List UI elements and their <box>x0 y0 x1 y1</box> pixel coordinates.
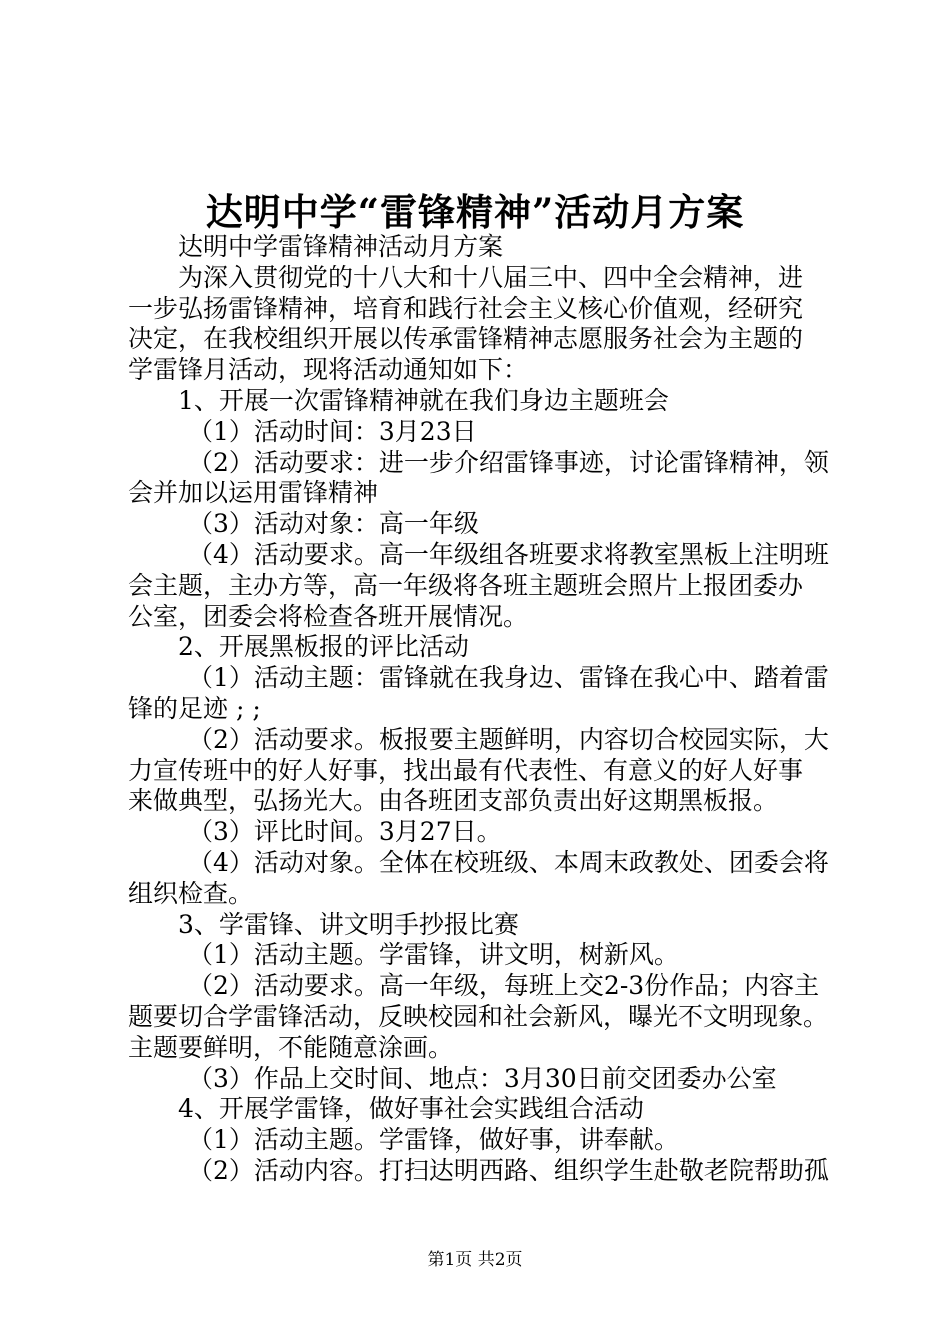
text-line: 来做典型，弘扬光大。由各班团支部负责出好这期黑板报。 <box>128 786 779 816</box>
text-line: （3）评比时间。3月27日。 <box>188 817 502 847</box>
text-line: 4、开展学雷锋，做好事社会实践组合活动 <box>178 1094 644 1124</box>
text-line: 锋的足迹 ; ; <box>128 693 261 723</box>
text-line: 1、开展一次雷锋精神就在我们身边主题班会 <box>178 385 669 415</box>
text-line: 会主题，主办方等，高一年级将各班主题班会照片上报团委办 <box>128 570 804 600</box>
text-line: 会并加以运用雷锋精神 <box>128 478 379 508</box>
text-line: 决定，在我校组织开展以传承雷锋精神志愿服务社会为主题的 <box>128 324 804 354</box>
text-line: 题要切合学雷锋活动，反映校园和社会新风，曝光不文明现象。 <box>128 1001 829 1031</box>
text-line: 学雷锋月活动，现将活动通知如下： <box>128 355 529 385</box>
page-footer: 第1页 共2页 <box>427 1250 523 1270</box>
text-line: 一步弘扬雷锋精神，培育和践行社会主义核心价值观，经研究 <box>128 293 804 323</box>
text-line: （1）活动主题：雷锋就在我身边、雷锋在我心中、踏着雷 <box>188 663 829 693</box>
document-title: 达明中学“雷锋精神”活动月方案 <box>205 190 745 234</box>
text-line: 主题要鲜明，不能随意涂画。 <box>128 1032 454 1062</box>
document-body <box>128 232 848 1187</box>
text-line: 2、开展黑板报的评比活动 <box>178 632 469 662</box>
text-line: （2）活动要求。高一年级，每班上交2-3份作品；内容主 <box>188 971 820 1001</box>
text-line: 力宣传班中的好人好事，找出最有代表性、有意义的好人好事 <box>128 755 804 785</box>
text-line: （4）活动对象。全体在校班级、本周末政教处、团委会将 <box>188 847 829 877</box>
text-line: （3）作品上交时间、地点：3月30日前交团委办公室 <box>188 1063 777 1093</box>
text-line: （1）活动时间：3月23日 <box>188 416 477 446</box>
text-line: （2）活动要求。板报要主题鲜明，内容切合校园实际，大 <box>188 724 829 754</box>
text-line: 组织检查。 <box>128 878 254 908</box>
text-line: 公室，团委会将检查各班开展情况。 <box>128 601 529 631</box>
text-line: （2）活动要求：进一步介绍雷锋事迹，讨论雷锋精神，领 <box>188 447 829 477</box>
text-line: 为深入贯彻党的十八大和十八届三中、四中全会精神，进 <box>178 262 804 292</box>
text-line: （1）活动主题。学雷锋，做好事，讲奉献。 <box>188 1125 679 1155</box>
text-line: （4）活动要求。高一年级组各班要求将教室黑板上注明班 <box>188 539 829 569</box>
text-line: （3）活动对象：高一年级 <box>188 509 479 539</box>
text-line: （1）活动主题。学雷锋，讲文明，树新风。 <box>188 940 679 970</box>
text-line: 达明中学雷锋精神活动月方案 <box>178 232 504 261</box>
text-line: （2）活动内容。打扫达明西路、组织学生赴敬老院帮助孤 <box>188 1155 829 1185</box>
text-line: 3、学雷锋、讲文明手抄报比赛 <box>178 909 519 939</box>
